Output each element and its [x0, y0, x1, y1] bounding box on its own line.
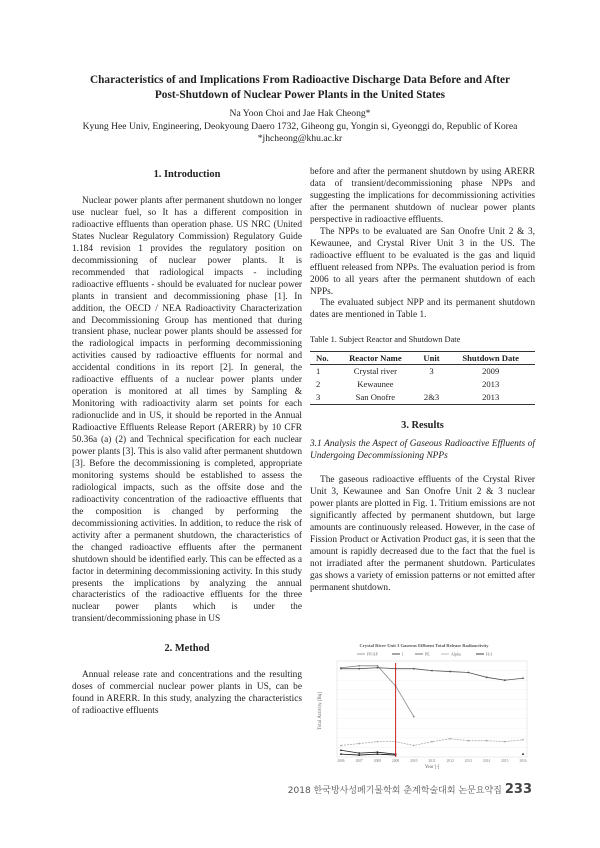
data-point — [522, 739, 524, 741]
data-point — [358, 665, 360, 667]
table-cell: 2009 — [482, 366, 500, 377]
data-point — [504, 679, 506, 681]
table-header-row — [310, 352, 535, 365]
paper-title — [60, 73, 540, 103]
page-footer — [288, 782, 532, 797]
data-point — [358, 752, 360, 754]
legend-label: PE — [425, 651, 430, 657]
series-line-i — [341, 750, 396, 754]
data-point — [377, 665, 379, 667]
table-row — [310, 365, 535, 379]
table-cell: 2013 — [482, 379, 500, 390]
legend-label: Alpha — [451, 651, 461, 657]
method-heading: 2. Method — [164, 643, 210, 655]
data-point — [358, 754, 360, 756]
left-column — [72, 168, 302, 718]
data-point — [522, 753, 524, 755]
affiliation: Kyung Hee Univ, Engineering, Deokyoung Daero 1732, Giheong gu, Yongin si, Gyeonggi do, Republic of Korea — [82, 120, 518, 132]
data-point — [377, 751, 379, 753]
y-axis-label: Total Activity [Bq] — [318, 692, 323, 730]
x-tick-label: 2016 — [519, 759, 527, 763]
data-point — [486, 740, 488, 742]
data-point — [468, 740, 470, 742]
right-paragraph-2: The NPPs to be evaluated are San Onofre Unit 2 & 3, Kewaunee, and Crystal River Unit 3 in the US. The radioactive effluent to be evaluated is the gas and liquid effluent released from NPPs. The evaluation period is from 2006 to all years after the permanent shutdown of each NPPs. — [310, 226, 535, 297]
gaseous-effluent-chart — [313, 641, 535, 769]
page-number: 233 — [504, 782, 532, 797]
series-line-pe — [341, 668, 523, 680]
title-line-2: Post-Shutdown of Nuclear Power Plants in the United States — [154, 89, 446, 101]
chart-title: Crystal River Unit 3 Gaseous Effluent Total Release Radioactivity — [359, 643, 489, 648]
table-cell: 3 — [310, 391, 334, 405]
table-cell: 1 — [316, 366, 321, 377]
title-line-1: Characteristics of and Implications From Radioactive Discharge Data Before and After — [89, 74, 510, 86]
x-tick-label: 2006 — [337, 759, 345, 763]
chart-legend — [357, 652, 492, 657]
reactor-table — [310, 351, 535, 405]
data-point — [358, 668, 360, 670]
table-cell — [417, 378, 447, 391]
data-point — [340, 745, 342, 747]
series-line-h-3 — [341, 754, 396, 755]
method-paragraph: Annual release rate and concentrations and the resulting doses of commercial nuclear power plants in US, can be found in ARERR. In this study, analyzing the characteristics of radioactive effluents — [72, 670, 302, 717]
table-cell: Crystal river — [353, 366, 397, 377]
table-header: Shutdown Date — [446, 352, 535, 365]
x-tick-label: 2011 — [428, 759, 436, 763]
data-point — [340, 749, 342, 751]
table-header: No. — [310, 352, 334, 365]
data-point — [377, 741, 379, 743]
table-cell: Kewaunee — [357, 379, 394, 390]
data-point — [431, 670, 433, 672]
data-point — [413, 668, 415, 670]
data-point — [431, 741, 433, 743]
x-tick-label: 2009 — [392, 759, 400, 763]
email: *jhcheong@khu.ac.kr — [257, 133, 343, 144]
x-tick-label: 2015 — [501, 759, 509, 763]
results-paragraph: The gaseous radioactive effluents of the Crystal River Unit 3, Kewaunee and San Onofre Unit 2 & 3 nuclear power plants are plotted in Fig. 1. Tritium emissions are not significantly affected by permanent shutdown, but large amounts are continuously released. However, in the case of Fission Product or Activation Product gas, it is seen that the amount is rapidly decreased due to the fact that the fuel is not irradiated after the permanent shutdown. Particulates gas shows a variety of emission patterns or not emitted after permanent shutdown. — [310, 475, 535, 593]
data-point — [413, 745, 415, 747]
results-subheading: 3.1 Analysis the Aspect of Gaseous Radioactive Effluents of Undergoing Decommissioning NPPs — [310, 439, 535, 462]
data-point — [486, 676, 488, 678]
table-caption: Table 1. Subject Reactor and Shutdown Date — [310, 335, 461, 345]
data-point — [377, 667, 379, 669]
data-point — [522, 677, 524, 679]
data-point — [413, 716, 415, 718]
table-header: Reactor Name — [334, 352, 417, 365]
x-axis-label: Year [-] — [424, 765, 440, 769]
intro-heading: 1. Introduction — [153, 169, 221, 180]
legend-label: FP/AP — [367, 651, 378, 657]
right-paragraph-3: The evaluated subject NPP and its permanent shutdown dates are mentioned in Table 1. — [310, 298, 535, 321]
x-tick-label: 2010 — [410, 759, 418, 763]
legend-label: H-3 — [486, 651, 493, 657]
data-point — [504, 741, 506, 743]
table-cell: 3 — [429, 366, 434, 377]
x-tick-label: 2012 — [446, 759, 454, 763]
author-block — [60, 108, 540, 146]
table-cell: 2013 — [446, 391, 535, 405]
table-row — [310, 391, 535, 405]
data-point — [358, 743, 360, 745]
x-tick-label: 2014 — [483, 759, 491, 763]
data-point — [468, 672, 470, 674]
data-point — [340, 753, 342, 755]
author-names: Na Yoon Choi and Jae Hak Cheong* — [229, 108, 371, 119]
legend-label: I — [402, 651, 404, 657]
data-point — [377, 753, 379, 755]
results-heading: 3. Results — [401, 420, 444, 432]
table-header: Unit — [417, 352, 447, 365]
data-point — [449, 671, 451, 673]
table-row — [310, 378, 535, 391]
data-point — [449, 738, 451, 740]
right-paragraph-1: before and after the permanent shutdown by using ARERR data of transient/decommissioning phase NPPs and suggesting the implications for decommissioning activities after the permanent shutdown of nuclear power plants perspective in radioactive effluents. — [310, 167, 535, 225]
intro-paragraph: Nuclear power plants after permanent shutdown no longer use nuclear fuel, so It has a different composition in radioactive effluents than operation phase. US NRC (United States Nuclear Regulatory Commission) Regulatory Guide 1.184 revision 1 provides the regulatory position on decommissioning of nuclear power plants. It is recommended that radiological impacts - including radioactive effluents - should be evaluated for nuclear power plants in transient and decommissioning phase [1]. In addition, the OECD / NEA Radioactivity Characterization and Decommissioning Group has mentioned that during transient phase, nuclear power plants should be assessed for the radiological impacts in performing decommissioning activities caused by radioactive effluents for normal and accidental conditions in its report [2]. In general, the radioactive effluents of a nuclear power plants under operation is monitored at all times by Sampling & Monitoring with radioactivity alarm set points for each radionuclide and in US, it should be reported in the Annual Radioactive Effluents Release Report (ARERR) by 10 CFR 50.36a (a) (2) and Technical specification for each nuclear power plants [3]. This is also valid after permanent shutdown [3]. Before the decommissioning is completed, appropriate monitoring systems should be established to assess the radiological impacts, such as the offsite dose and the radioactivity concentration of the radioactive effluents that the composition is changed by performing the decommissioning activities. In addition, to reduce the risk of activity after a permanent shutdown, the characteristics of the changed radioactive effluents after the permanent shutdown should be identified early. This can be effected as a factor in determining decommissioning activity. In this study presents the implications by analyzing the annual characteristics of the radioactive effluents for the three nuclear power plants which is under the transient/decommissioning phase in US — [72, 196, 302, 625]
data-point — [340, 668, 342, 670]
footer-text: 2018 한국방사성폐기물학회 춘계학술대회 논문요약집 — [287, 786, 502, 796]
right-column — [310, 167, 535, 595]
x-tick-label: 2013 — [464, 759, 472, 763]
x-tick-label: 2007 — [355, 759, 363, 763]
table-cell: 2 — [316, 379, 321, 390]
table-cell: 2&3 — [417, 391, 447, 405]
x-tick-label: 2008 — [373, 759, 381, 763]
table-cell: San Onofre — [334, 391, 417, 405]
